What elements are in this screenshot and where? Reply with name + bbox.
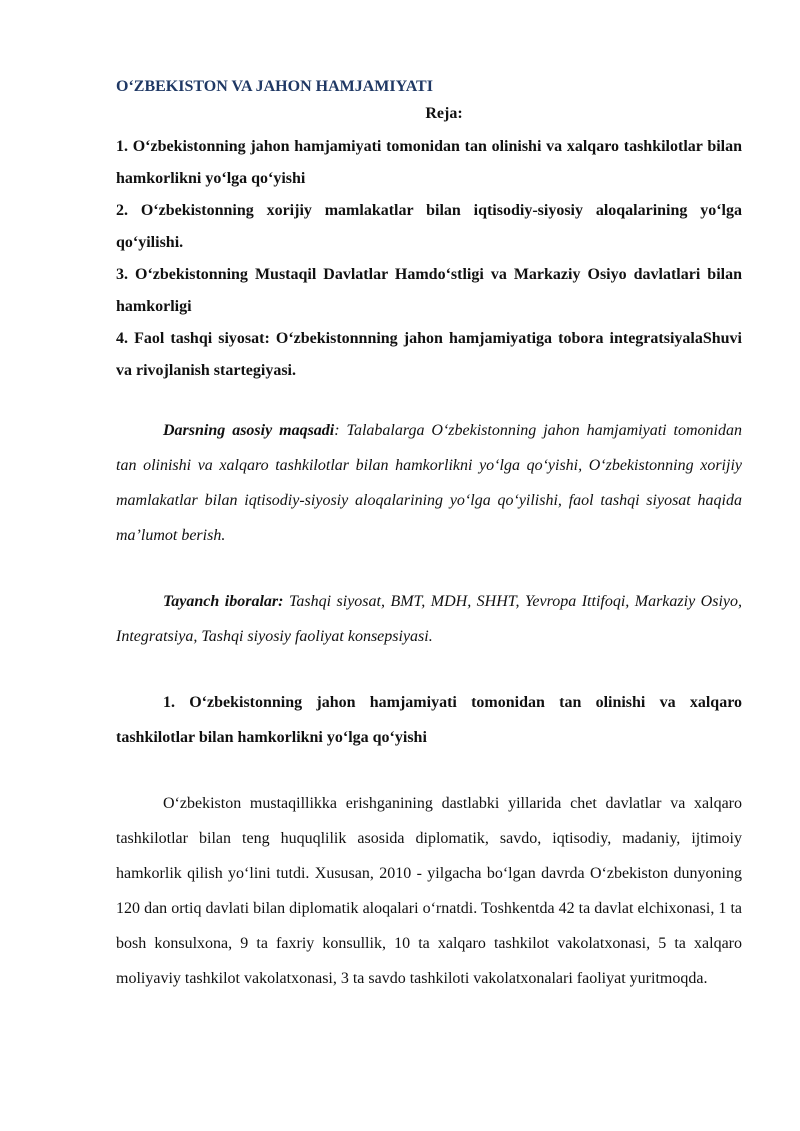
keywords-label: Tayanch iboralar: (163, 593, 284, 610)
plan-item: 1. O‘zbekistonning jahon hamjamiyati tomonidan tan olinishi va xalqaro tashkilotlar bilan hamkorlikni yo‘lga qo‘yishi (116, 138, 742, 187)
lesson-goal-label: Darsning asosiy maqsadi (163, 422, 335, 439)
keywords-text: Tashqi siyosat, BMT, MDH, SHHT, Yevropa Ittifoqi, Markaziy Osiyo, Integratsiya, Tashqi siyosiy faoliyat konsepsiyasi. (116, 593, 742, 645)
plan-list (116, 131, 742, 387)
lesson-goal-text: : Talabalarga O‘zbekistonning jahon hamjamiyati tomonidan tan olinishi va xalqaro tashkilotlar bilan hamkorlikni yo‘lga qo‘yishi, O‘zbekistonning xorijiy mamlakatlar bilan iqtisodiy-siyosiy aloqalarining yo‘lga qo‘yilishi, faol tashqi siyosat haqida ma’lumot berish. (116, 422, 742, 544)
keywords-paragraph (116, 584, 742, 654)
lesson-goal-paragraph (116, 413, 742, 553)
body-paragraph: O‘zbekiston mustaqillikka erishganining dastlabki yillarida chet davlatlar va xalqaro tashkilotlar bilan teng huquqlilik asosida diplomatik, savdo, iqtisodiy, madaniy, ijtimoiy hamkorlik qilish yo‘lini tutdi. Xususan, 2010 - yilgacha bo‘lgan davrda O‘zbekiston dunyoning 120 dan ortiq davlati bilan diplomatik aloqalari o‘rnatdi. Toshkentda 42 ta davlat elchixonasi, 1 ta bosh konsulxona, 9 ta faxriy konsullik, 10 ta xalqaro tashkilot vakolatxonasi, 5 ta xalqaro moliyaviy tashkilot vakolatxonasi, 3 ta savdo tashkiloti vakolatxonalari faoliyat yuritmoqda. (116, 795, 742, 987)
document-title: O‘ZBEKISTON VA JAHON HAMJAMIYATI (116, 78, 433, 95)
plan-item: 3. O‘zbekistonning Mustaqil Davlatlar Hamdo‘stligi va Markaziy Osiyo davlatlari bilan hamkorligi (116, 266, 742, 315)
plan-item: 4. Faol tashqi siyosat: O‘zbekistonnning jahon hamjamiyatiga tobora integratsiyalaShuvi va rivojlanish startegiyasi. (116, 330, 742, 379)
plan-item: 2. O‘zbekistonning xorijiy mamlakatlar bilan iqtisodiy-siyosiy aloqalarining yo‘lga qo‘yilishi. (116, 202, 742, 251)
plan-heading: Reja: (425, 105, 463, 122)
section-heading: 1. O‘zbekistonning jahon hamjamiyati tomonidan tan olinishi va xalqaro tashkilotlar bilan hamkorlikni yo‘lga qo‘yishi (116, 694, 742, 746)
